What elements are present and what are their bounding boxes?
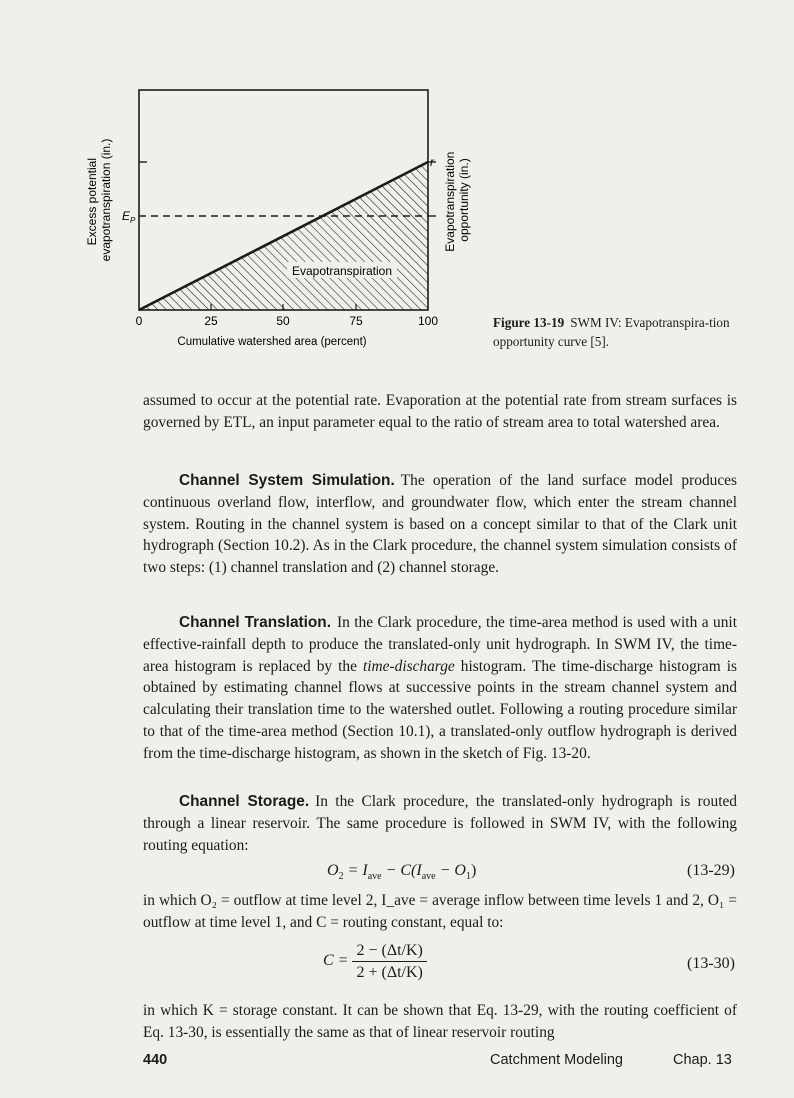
section-heading: Channel Translation. bbox=[179, 614, 331, 631]
equation-13-30 bbox=[143, 940, 737, 996]
x-tick-label: 25 bbox=[204, 314, 218, 328]
section-channel-translation bbox=[143, 612, 737, 765]
section-text: In the Clark procedure, the translated-only hydrograph is routed through a linear reservoir. The same procedure is followed in SWM IV, with the following routing equation: bbox=[143, 793, 737, 854]
section-text: In the Clark procedure, the time-area method is used with a unit effective-rainfall depth to produce the translated-only unit hydrograph. In SWM IV, the time-area histogram is replaced by the bbox=[143, 614, 737, 675]
r-label: r bbox=[430, 155, 434, 169]
section-text: The operation of the land surface model produces continuous overland flow, interflow, and groundwater flow, which enter the stream channel system. Routing in the channel system is based on a concept similar to that of the Clark unit hydrograph (Section 10.2). As in the Clark procedure, the channel system simulation consists of two steps: (1) channel translation and (2) channel storage. bbox=[143, 472, 737, 577]
caption-text: SWM IV: Evapotranspira-tion opportunity curve [5]. bbox=[493, 315, 730, 349]
section-channel-storage bbox=[143, 791, 737, 856]
section-heading: Channel System Simulation. bbox=[179, 472, 395, 489]
equation-expression: $O_2 = I_{ave} - C(I_{ave} - O_1)$ bbox=[327, 862, 477, 883]
equation-number: (13-29) bbox=[687, 862, 735, 879]
evapotranspiration-figure bbox=[72, 80, 472, 350]
intro-paragraph: assumed to occur at the potential rate. Evaporation at the potential rate from stream surfaces is governed by ETL, an input parameter equal to the ratio of stream area to total watershed area. bbox=[143, 392, 737, 431]
x-tick-label: 75 bbox=[349, 314, 363, 328]
figure-caption bbox=[493, 313, 743, 351]
section-channel-system bbox=[143, 470, 737, 579]
equation-expression: C = $\frac{2 - (\Delta t/K)}{2 + (\Delta t/K)}$ bbox=[323, 940, 427, 983]
section-text-cont: histogram. The time-discharge histogram is obtained by estimating channel flows at successive points in the stream channel system and calculating their translation time to the watershed outlet. Following a routing procedure similar to that of the time-area method (Section 10.1), a translated-only outflow hydrograph is derived from the time-discharge histogram, as shown in the sketch of Fig. 13-20. bbox=[143, 657, 737, 762]
x-tick-label: 50 bbox=[276, 314, 290, 328]
paragraph-after-13-29: in which O₂ = outflow at time level 2, I_ave = average inflow between time levels 1 and 2, O₁ = outflow at time level 1, and C = routing constant, equal to: bbox=[143, 892, 737, 931]
caption-number: Figure 13-19 bbox=[493, 315, 565, 330]
x-tick-label: 100 bbox=[417, 314, 439, 328]
paragraph-after-13-30: in which K = storage constant. It can be shown that Eq. 13-29, with the routing coefficient of Eq. 13-30, is essentially the same as that of linear reservoir routing bbox=[143, 1002, 737, 1041]
equation-number: (13-30) bbox=[687, 955, 735, 972]
section-heading: Channel Storage. bbox=[179, 793, 310, 810]
region-label: Evapotranspiration bbox=[291, 264, 393, 278]
x-tick-label: 0 bbox=[135, 314, 143, 328]
chapter-label: Chap. 13 bbox=[673, 1052, 732, 1068]
running-title: Catchment Modeling bbox=[490, 1052, 623, 1068]
page-number: 440 bbox=[143, 1052, 168, 1068]
italic-term: time-discharge bbox=[363, 657, 455, 675]
right-axis-label: Evapotranspiration opportunity (in.) bbox=[443, 151, 471, 252]
ep-label: $E_P$ bbox=[122, 209, 136, 225]
y-axis-label: Excess potential evapotranspiration (in.) bbox=[85, 138, 113, 262]
equation-13-29 bbox=[143, 860, 737, 888]
x-axis-label: Cumulative watershed area (percent) bbox=[177, 336, 367, 348]
